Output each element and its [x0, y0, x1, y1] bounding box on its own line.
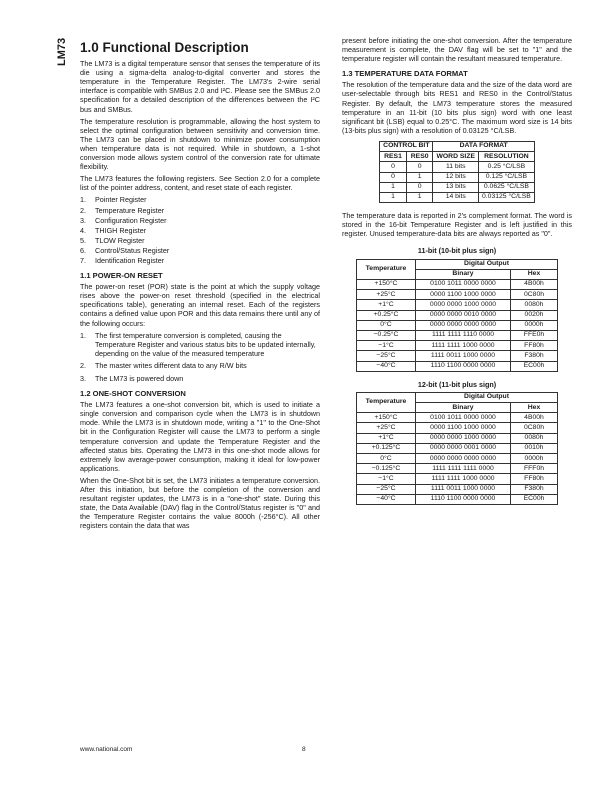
list-number: 2. [80, 205, 86, 215]
por-list [80, 331, 320, 383]
register-item [80, 216, 320, 225]
left-column [80, 36, 320, 534]
list-text: The LM73 is powered down [95, 374, 184, 383]
table-cell: 0000h [511, 320, 558, 330]
table-cell: 1111 1111 1000 0000 [416, 341, 511, 351]
list-text: THIGH Register [95, 225, 147, 235]
table-cell: 0000 0000 1000 0000 [416, 433, 511, 443]
table-cell: FFF0h [511, 464, 558, 474]
table-row [357, 290, 558, 300]
table-cell: 1 [380, 182, 407, 192]
table-cell: 12 bits [433, 172, 479, 182]
table-cell: FFE0h [511, 330, 558, 340]
list-number: 2. [80, 361, 86, 371]
table-cell: 0.03125 °C/LSB [479, 192, 535, 202]
table-cell: 1111 0011 1000 0000 [416, 484, 511, 494]
por-item [80, 331, 320, 358]
por-item [80, 361, 320, 370]
por-paragraph: The power-on reset (POR) state is the point at which the supply voltage rises above the power-on reset threshold (specified in the electrical specifications table), generating an internal reset. Each of the registers contains a defined value upon POR and this data remains there until any of the following occurs: [80, 282, 320, 328]
register-item [80, 236, 320, 245]
table-row [357, 351, 558, 361]
table-cell: 14 bits [433, 192, 479, 202]
table-cell: 0C80h [511, 423, 558, 433]
table-cell: −0.25°C [357, 330, 416, 340]
intro-paragraph: The LM73 is a digital temperature sensor that senses the temperature of its die using a sigma-delta analog-to-digital converter and stores the temperature in the Temperature Register. The LM73's 2-wire serial interface is compatible with SMBus 2.0 and I²C. Please see the SMBus 2.0 specification for a detailed description of the differences between the I²C bus and SMBus. [80, 59, 320, 114]
group-header-format: DATA FORMAT [433, 141, 534, 151]
table-cell: 1 [380, 192, 407, 202]
side-tag: LM73 [56, 37, 68, 66]
table-cell: −40°C [357, 361, 416, 371]
table12-hex-header: Hex [511, 403, 558, 413]
table-cell: 1 [406, 172, 433, 182]
intro-paragraph: The LM73 features the following registers. See Section 2.0 for a complete list of the pointer address, content, and reset state of each register. [80, 174, 320, 193]
list-number: 5. [80, 235, 86, 245]
table-cell: F380h [511, 484, 558, 494]
table-row [357, 361, 558, 371]
table-cell: 0080h [511, 300, 558, 310]
list-number: 1. [80, 330, 86, 340]
table-cell: 1111 1111 1110 0000 [416, 330, 511, 340]
table-cell: 11 bits [433, 162, 479, 172]
table-cell: 0.25 °C/LSB [479, 162, 535, 172]
column-header: RES0 [406, 152, 433, 162]
register-item [80, 246, 320, 255]
table-cell: 0100 1011 0000 0000 [416, 413, 511, 423]
table-row [357, 423, 558, 433]
table-cell: 4B00h [511, 279, 558, 289]
table-cell: 0000 0000 0001 0000 [416, 443, 511, 453]
table-cell: EC00h [511, 361, 558, 371]
table11-output-header: Digital Output [416, 259, 558, 269]
resolution-table [379, 141, 535, 203]
table-cell: 0000 1100 1000 0000 [416, 290, 511, 300]
table-cell: 1111 1111 1000 0000 [416, 474, 511, 484]
intro-paragraph: The temperature resolution is programmable, allowing the host system to select the optimal configuration between sensitivity and conversion time. The LM73 can be placed in shutdown to minimize power consumption when temperature data is not required. While in shutdown, a 1-shot conversion mode allows system control of the conversion rate for ultimate flexibility. [80, 116, 320, 172]
table12-binary-header: Binary [416, 403, 511, 413]
table-cell: 0000 0000 0010 0000 [416, 310, 511, 320]
list-number: 6. [80, 245, 86, 255]
table-cell: 0°C [357, 454, 416, 464]
register-item [80, 195, 320, 204]
por-item [80, 374, 320, 383]
oneshot-paragraph: When the One-Shot bit is set, the LM73 initiates a temperature conversion. After this initiation, but before the completion of the conversion and resultant register updates, the LM73 is in a "one-shot" state. During this state, the Data Available (DAV) flag in the Control/Status register is "0" and the Temperature Register contains the value 8000h (-256°C). All other registers contain the data that was [80, 475, 320, 531]
table-cell: 0000 1100 1000 0000 [416, 423, 511, 433]
list-text: TLOW Register [95, 235, 145, 245]
format-paragraph: The resolution of the temperature data and the size of the data word are user-selectable through bits RES1 and RES0 in the Control/Status Register. By default, the LM73 temperature stores the measured temperature in an 11-bit (10 bits plus sign) word with one least significant bit (LSB) equal to 0.25°C. The maximum word size is 14 bits (13-bits plus sign) with a resolution of 0.03125 °C/LSB. [342, 80, 572, 135]
table-row [357, 494, 558, 504]
table-cell: 0 [380, 162, 407, 172]
group-header-control: CONTROL BIT [380, 141, 433, 151]
page-title: 1.0 Functional Description [80, 40, 249, 55]
table-row [357, 474, 558, 484]
column-header: RESOLUTION [479, 152, 535, 162]
table-cell: 0020h [511, 310, 558, 320]
table-cell: +150°C [357, 413, 416, 423]
table-cell: 0100 1011 0000 0000 [416, 279, 511, 289]
table-row [380, 172, 535, 182]
register-list [80, 195, 320, 265]
table-cell: 0 [406, 162, 433, 172]
footer-url: www.national.com [80, 746, 133, 753]
format-heading: 1.3 TEMPERATURE DATA FORMAT [342, 69, 468, 79]
table-cell: +1°C [357, 433, 416, 443]
list-text: Temperature Register [95, 205, 165, 215]
table12-output-header: Digital Output [416, 392, 558, 402]
table11-hex-header: Hex [511, 269, 558, 279]
table-cell: F380h [511, 351, 558, 361]
table-cell: 0.0625 °C/LSB [479, 182, 535, 192]
list-number: 4. [80, 225, 86, 235]
table-cell: 0000 0000 0000 0000 [416, 320, 511, 330]
por-heading: 1.1 POWER-ON RESET [80, 271, 163, 281]
list-number: 1. [80, 195, 86, 205]
table-row [380, 182, 535, 192]
list-number: 7. [80, 255, 86, 265]
table-cell: −1°C [357, 474, 416, 484]
table-cell: +150°C [357, 279, 416, 289]
table-cell: 0000h [511, 454, 558, 464]
table12-temp-header: Temperature [357, 392, 416, 412]
table-cell: 0 [406, 182, 433, 192]
intro-section [80, 59, 320, 192]
list-number: 3. [80, 374, 86, 383]
table-cell: +0.125°C [357, 443, 416, 453]
oneshot-paragraph: The LM73 features a one-shot conversion bit, which is used to initiate a single conversion and comparison cycle when the LM73 is in shutdown mode. While the LM73 is in shutdown mode, writing a "1" to the One-Shot bit in the Configuration Register will cause the LM73 to perform a single temperature conversion and update the Temperature Register and the affected status bits. Operating the LM73 in this one-shot mode allows for extremely low average-power consumption, making it ideal for low-power applications. [80, 400, 320, 473]
register-item [80, 226, 320, 235]
table-row [357, 454, 558, 464]
table-cell: 0080h [511, 433, 558, 443]
table11-binary-header: Binary [416, 269, 511, 279]
table-cell: −40°C [357, 494, 416, 504]
table-row [357, 413, 558, 423]
list-text: Pointer Register [95, 195, 147, 205]
table-cell: 0.125 °C/LSB [479, 172, 535, 182]
table-row [380, 162, 535, 172]
list-text: Configuration Register [95, 215, 167, 225]
table-cell: 0°C [357, 320, 416, 330]
table-cell: −1°C [357, 341, 416, 351]
register-item [80, 206, 320, 215]
table-row [357, 330, 558, 340]
table-row [357, 279, 558, 289]
table11-temp-header: Temperature [357, 259, 416, 279]
table-cell: 0C80h [511, 290, 558, 300]
table-cell: +1°C [357, 300, 416, 310]
table12-caption: 12-bit (11-bit plus sign) [417, 379, 497, 389]
table-cell: 4B00h [511, 413, 558, 423]
table-cell: +25°C [357, 423, 416, 433]
list-text: Identification Register [95, 255, 165, 265]
footer-page-number: 8 [302, 746, 306, 753]
table-row [357, 310, 558, 320]
table-cell: −25°C [357, 484, 416, 494]
table-cell: 0 [380, 172, 407, 182]
table-cell: 1111 0011 1000 0000 [416, 351, 511, 361]
table-cell: −0.125°C [357, 464, 416, 474]
column-header: RES1 [380, 152, 407, 162]
table-row [357, 320, 558, 330]
table-row [357, 443, 558, 453]
oneshot-section [80, 400, 320, 530]
table-row [357, 484, 558, 494]
register-item [80, 256, 320, 265]
list-text: Control/Status Register [95, 245, 170, 255]
table-cell: 0000 0000 1000 0000 [416, 300, 511, 310]
table-cell: 0010h [511, 443, 558, 453]
column-header: WORD SIZE [433, 152, 479, 162]
table-row [357, 341, 558, 351]
table-cell: 1111 1111 1111 0000 [416, 464, 511, 474]
list-number: 3. [80, 215, 86, 225]
table-cell: +25°C [357, 290, 416, 300]
table-cell: 1 [406, 192, 433, 202]
table-cell: 1110 1100 0000 0000 [416, 361, 511, 371]
table-cell: FF80h [511, 474, 558, 484]
right-column [342, 36, 572, 505]
table-row [357, 464, 558, 474]
format-after: The temperature data is reported in 2's complement format. The word is stored in the 16-bit Temperature Register and is left justified in this register. Unused temperature-data bits are always reported as "0". [342, 211, 572, 239]
table-cell: −25°C [357, 351, 416, 361]
table11-caption: 11-bit (10-bit plus sign) [417, 246, 497, 256]
table-cell: 0000 0000 0000 0000 [416, 454, 511, 464]
list-text: The master writes different data to any R/W bits [95, 361, 247, 371]
table-cell: +0.25°C [357, 310, 416, 320]
table-cell: FF80h [511, 341, 558, 351]
table-11bit [356, 259, 558, 372]
table-cell: EC00h [511, 494, 558, 504]
table-row [357, 433, 558, 443]
list-text: The first temperature conversion is completed, causing the Temperature Register and various status bits to be updated internally, depending on the value of the measured temperature [95, 330, 316, 358]
table-row [380, 192, 535, 202]
table-12bit [356, 392, 558, 505]
table-row [357, 300, 558, 310]
table-cell: 1110 1100 0000 0000 [416, 494, 511, 504]
table-cell: 13 bits [433, 182, 479, 192]
oneshot-heading: 1.2 ONE-SHOT CONVERSION [80, 389, 186, 399]
oneshot-continuation: present before initiating the one-shot conversion. After the temperature measurement is complete, the DAV flag will be set to "1" and the temperature register will contain the resultant measured temperature. [342, 36, 572, 64]
